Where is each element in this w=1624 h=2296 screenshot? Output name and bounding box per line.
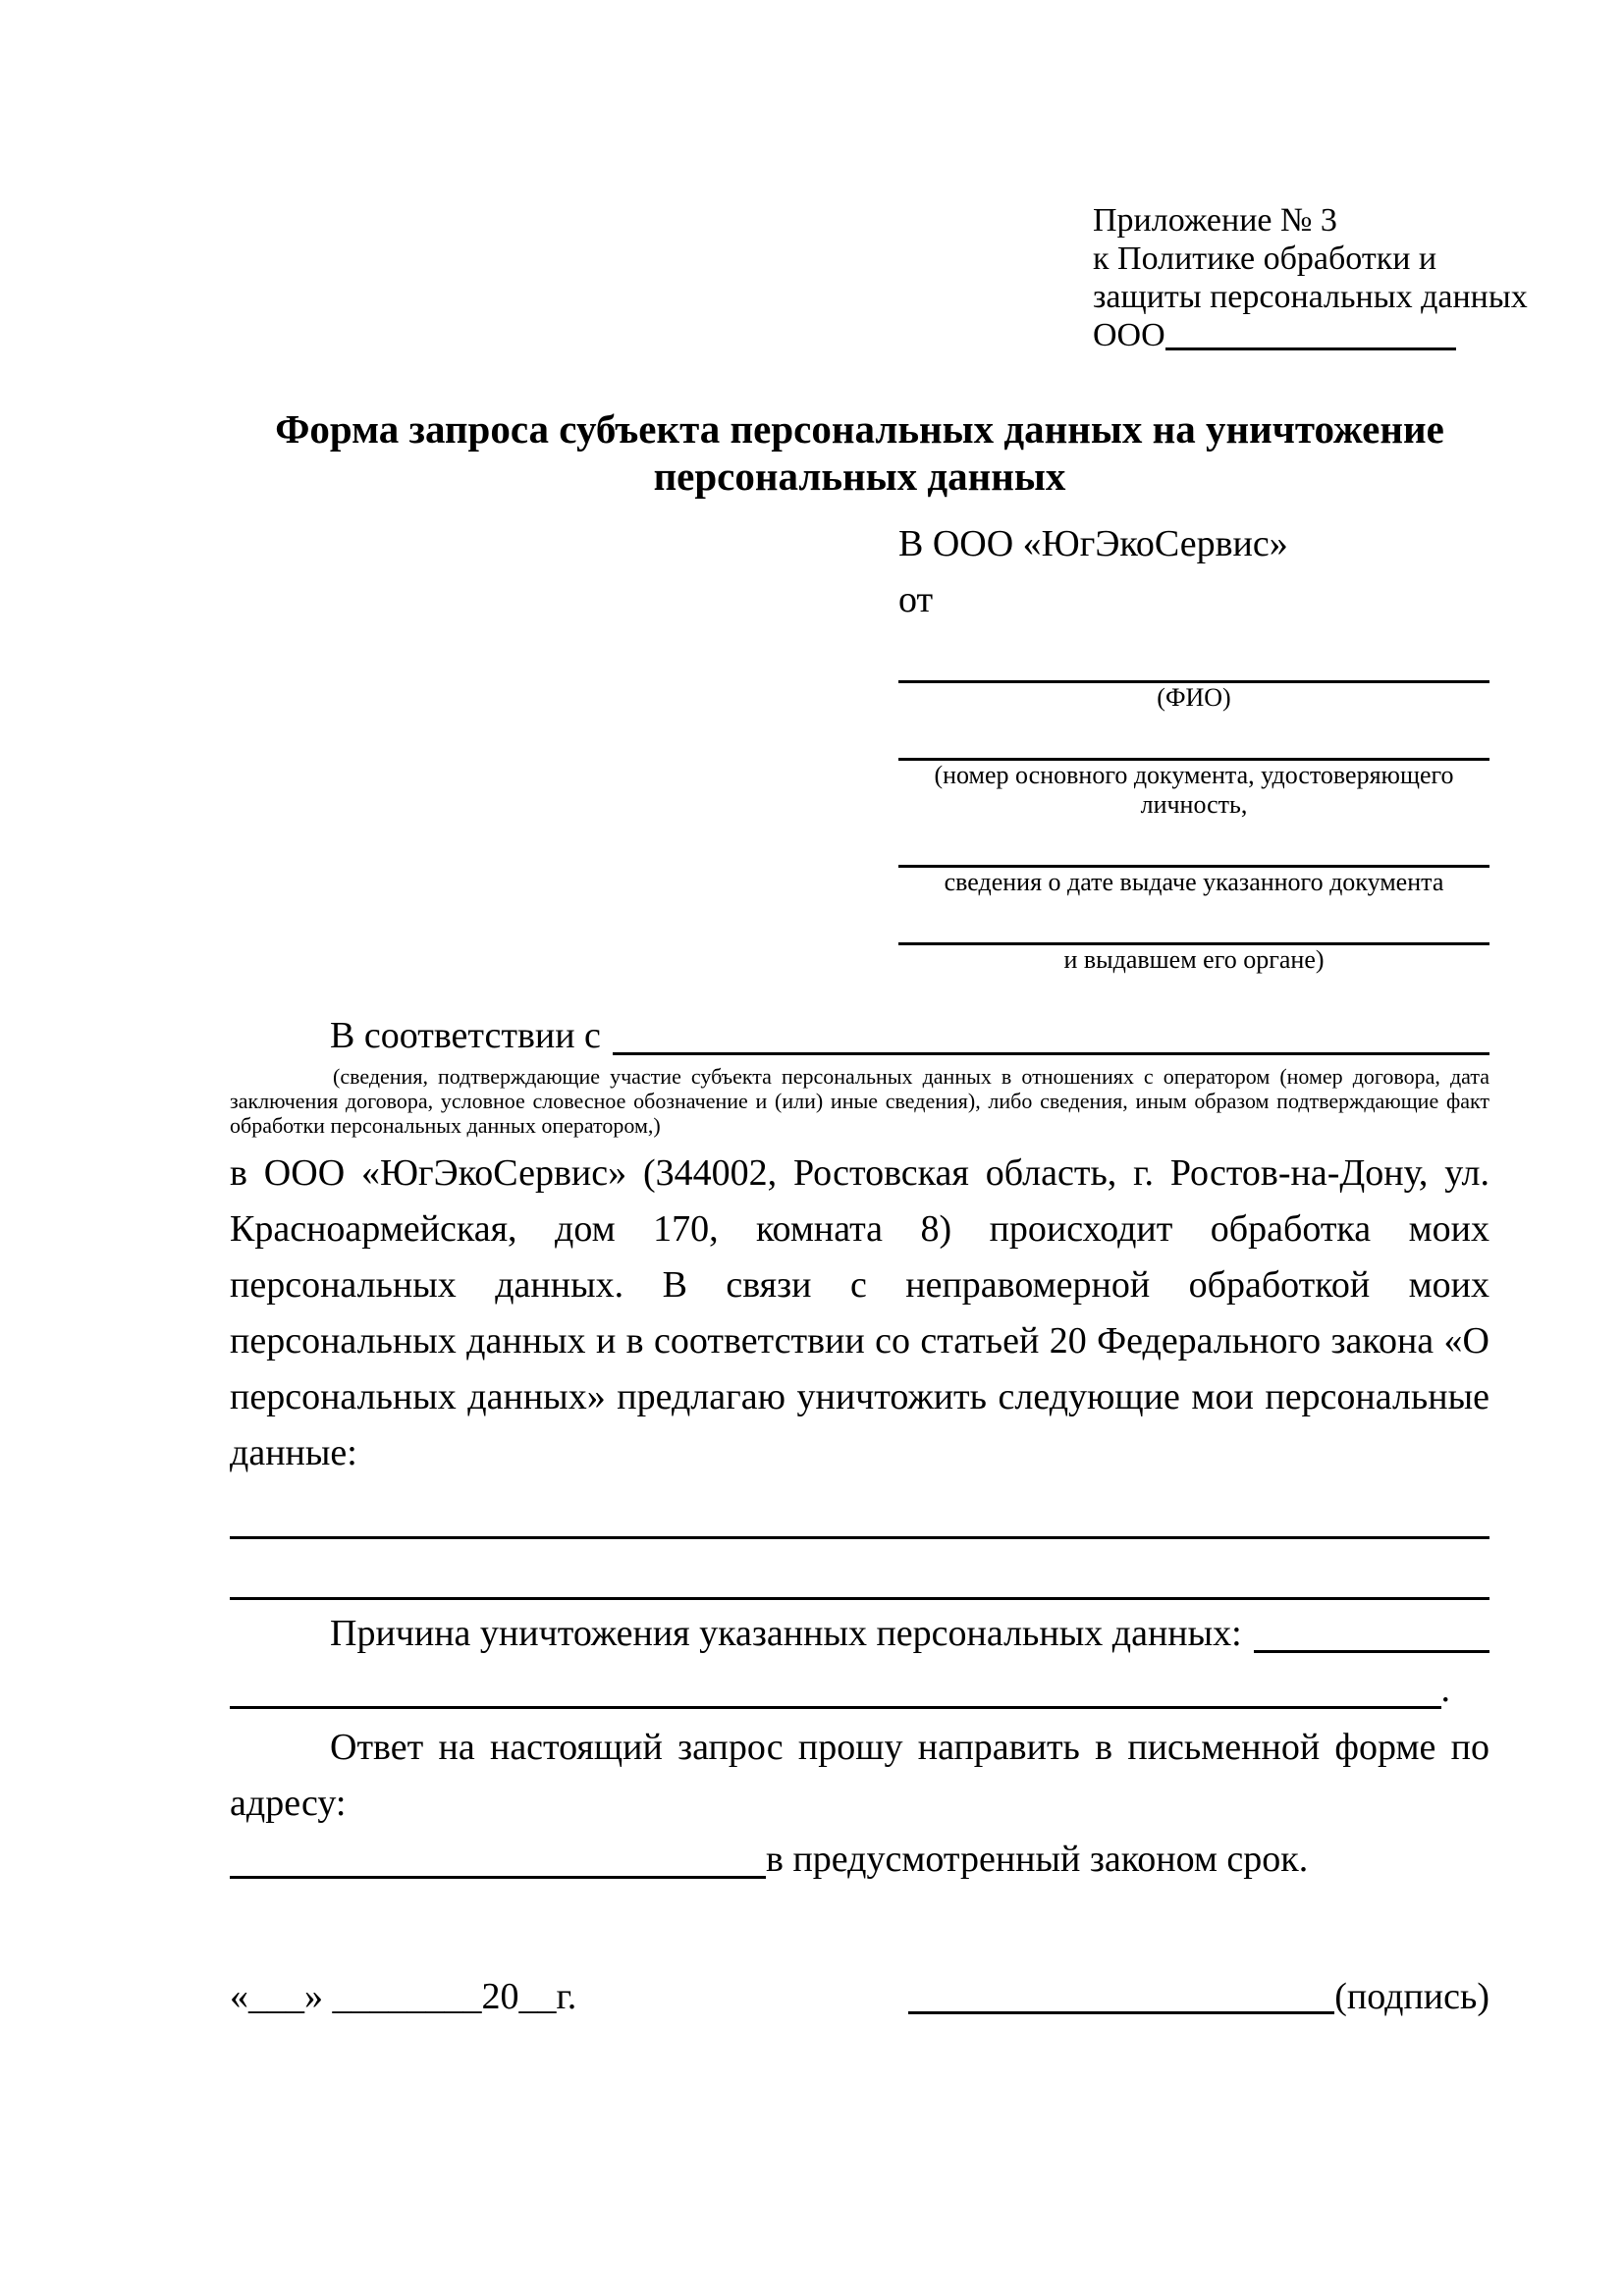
address-blank-line[interactable] (230, 1832, 766, 1879)
accordance-lead: В соответствии с (330, 1015, 601, 1056)
signature-caption: (подпись) (1334, 1976, 1489, 2017)
reason-label: Причина уничтожения указанных персональных данных: (330, 1613, 1242, 1654)
reason-line-period: . (1440, 1669, 1450, 1710)
date-blank-text[interactable]: «___» ________20__г. (230, 1976, 577, 2017)
answer-paragraph: Ответ на настоящий запрос прошу направить в письменной форме по адресу: (230, 1727, 1489, 1824)
term-text: в предусмотренный законом срок. (766, 1839, 1309, 1880)
from-label: от (898, 579, 934, 620)
accordance-blank-line[interactable] (613, 1008, 1489, 1055)
signature-blank-line[interactable] (908, 1982, 1334, 2014)
issuer-blank-line[interactable] (898, 909, 1489, 945)
personal-data-blank-line-1[interactable] (230, 1481, 1489, 1539)
doc-number-blank-line[interactable] (898, 724, 1489, 761)
issue-date-blank-line[interactable] (898, 831, 1489, 868)
footer-row (230, 1974, 1489, 2020)
term-row (230, 1832, 1489, 1888)
issue-date-caption: сведения о дате выдаче указанного документа (944, 868, 1444, 896)
fio-caption: (ФИО) (1157, 683, 1231, 712)
reason-continuation-row (230, 1662, 1450, 1718)
document-title: Форма запроса субъекта персональных данных на уничтожение персональных данных (275, 406, 1444, 499)
policy-line-2: защиты персональных данных (1093, 279, 1528, 315)
reason-continuation-blank-line[interactable] (230, 1662, 1441, 1709)
addressee-block (898, 521, 1489, 975)
reason-row (230, 1606, 1489, 1662)
appendix-header (1093, 201, 1528, 354)
accordance-row (230, 1008, 1489, 1064)
company-row (1093, 316, 1489, 354)
issuer-caption: и выдавшем его органе) (1063, 945, 1325, 974)
appendix-number-line: Приложение № 3 (1093, 202, 1337, 239)
policy-line-1: к Политике обработки и (1093, 240, 1437, 277)
main-paragraph: в ООО «ЮгЭкоСервис» (344002, Ростовская область, г. Ростов-на-Дону, ул. Красноармейская, дом 170, комната 8) происходит обработка моих персональных данных. В связи с неправомерной обработкой моих персональных данных и в соответствии со статьей 20 Федерального закона «О персональных данных» предлагаю уничтожить следующие мои персональные данные: (230, 1152, 1489, 1473)
company-prefix: ООО (1093, 317, 1165, 353)
doc-number-caption: (номер основного документа, удостоверяющего личность, (934, 761, 1454, 819)
reason-blank-line[interactable] (1254, 1606, 1489, 1653)
accordance-caption: (сведения, подтверждающие участие субъекта персональных данных в отношениях с оператором (номер договора, дата заключения договора, условное словесное обозначение и (или) иные сведения), либо сведения, иным образом подтверждающие факт обработки персональных данных оператором,) (230, 1064, 1489, 1138)
personal-data-blank-line-2[interactable] (230, 1539, 1489, 1600)
fio-blank-line[interactable] (898, 647, 1489, 683)
addressee-line: В ООО «ЮгЭкоСервис» (898, 523, 1288, 564)
company-name-blank-line[interactable] (1165, 318, 1456, 350)
